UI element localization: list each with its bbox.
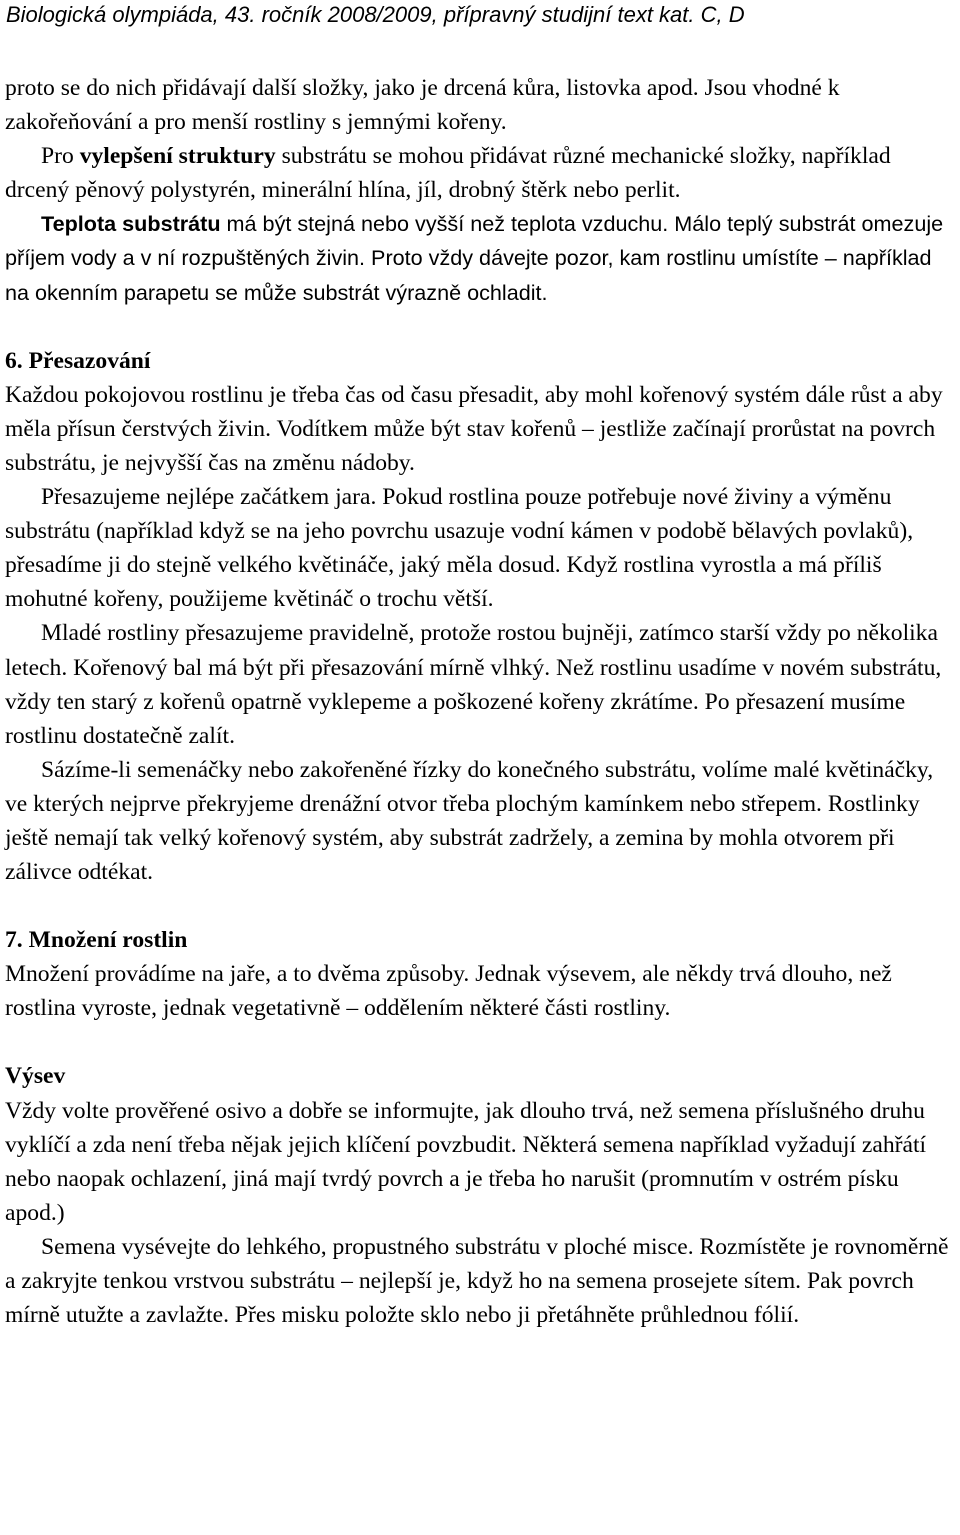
paragraph-sowing-seeds: Vždy volte prověřené osivo a dobře se informujte, jak dlouho trvá, než semena příslušného druhu vyklíčí a zda není třeba nějak jejich klíčení povzbudit. Některá semena například vyžadují zahřátí nebo naopak ochlazení, jiná mají tvrdý povrch a je třeba ho narušit (promnutím v ostrém písku apod.) xyxy=(5,1097,927,1226)
heading-text: 6. Přesazování xyxy=(5,347,151,374)
paragraph-substrate-temperature xyxy=(5,207,955,309)
paragraph-repotting-timing: Přesazujeme nejlépe začátkem jara. Pokud rostlina pouze potřebuje nové živiny a výměnu substrátu (například když se na jeho povrchu usazuje vodní kámen v podobě bělavých povlaků), přesadíme ji do stejně velkého květináče, jaký měla dosud. Když rostlina vyrostla a má příliš mohutné kořeny, použijeme květináč o trochu větší. xyxy=(5,484,914,613)
heading-text: 7. Množení rostlin xyxy=(5,927,188,954)
bold-term-structure: vylepšení struktury xyxy=(79,143,276,170)
page-header: Biologická olympiáda, 43. ročník 2008/2009, přípravný studijní text kat. C, D xyxy=(6,2,745,27)
text-run: substrátu se mohou přidávat různé mechanické složky, například drcený pěnový polystyrén, minerální hlína, jíl, drobný štěrk nebo perlit. xyxy=(5,143,891,204)
spacer xyxy=(5,310,955,344)
text-run: Pro xyxy=(41,143,80,170)
paragraph-structure-improvement xyxy=(5,139,955,207)
paragraph-substrate-components: proto se do nich přidávají další složky, jako je drcená kůra, listovka apod. Jsou vhodné k zakořeňování a pro menší rostliny s jemnými kořeny. xyxy=(5,75,840,136)
spacer xyxy=(5,1025,955,1059)
paragraph-repotting-seedlings: Sázíme-li semenáčky nebo zakořeněné řízky do konečného substrátu, volíme malé květináčky, ve kterých nejprve překryjeme drenážní otvor třeba plochým kamínkem nebo střepem. Rostlinky ještě nemají tak velký kořenový systém, aby substrát zadržely, a zemina by mohla otvorem při zálivce odtékat. xyxy=(5,756,934,886)
paragraph-propagation-intro: Množení provádíme na jaře, a to dvěma způsoby. Jednak výsevem, ale někdy trvá dlouho, než rostlina vyroste, jednak vegetativně – oddělením některé části rostliny. xyxy=(5,961,892,1022)
paragraph-sowing-method: Semena vysévejte do lehkého, propustného substrátu v ploché misce. Rozmístěte je rovnoměrně a zakryjte tenkou vrstvou substrátu – nejlepší je, když ho na semena prosejete sítem. Pak povrch mírně utužte a zavlažte. Přes misku položte sklo nebo ji přetáhněte průhlednou fólií. xyxy=(5,1233,949,1329)
paragraph-repotting-young: Mladé rostliny přesazujeme pravidelně, protože rostou bujněji, zatímco starší vždy po několika letech. Kořenový bal má být při přesazování mírně vlhký. Než rostlinu usadíme v novém substrátu, vždy ten starý z kořenů opatrně vyklepeme a poškozené kořeny zkrátíme. Po přesazení musíme rostlinu dostatečně zalít. xyxy=(5,620,942,749)
section-heading-repotting xyxy=(5,344,955,378)
spacer xyxy=(5,889,955,923)
bold-term-temperature: Teplota substrátu xyxy=(41,211,221,237)
paragraph-repotting-intro: Každou pokojovou rostlinu je třeba čas od času přesadit, aby mohl kořenový systém dále růst a aby měla přísun čerstvých živin. Vodítkem může být stav kořenů – jestliže začínají prorůstat na povrch substrátu, je nejvyšší čas na změnu nádoby. xyxy=(5,381,943,476)
section-heading-propagation xyxy=(5,923,955,957)
text-run: má být stejná nebo vyšší než teplota vzduchu. Málo teplý substrát omezuje příjem vody a v ní rozpuštěných živin. Proto vždy dávejte pozor, kam rostlinu umístíte – například na okenním parapetu se může substrát výrazně ochladit. xyxy=(5,211,944,305)
document-body xyxy=(5,71,955,1332)
heading-text: Výsev xyxy=(5,1063,66,1090)
subheading-sowing xyxy=(5,1059,955,1093)
